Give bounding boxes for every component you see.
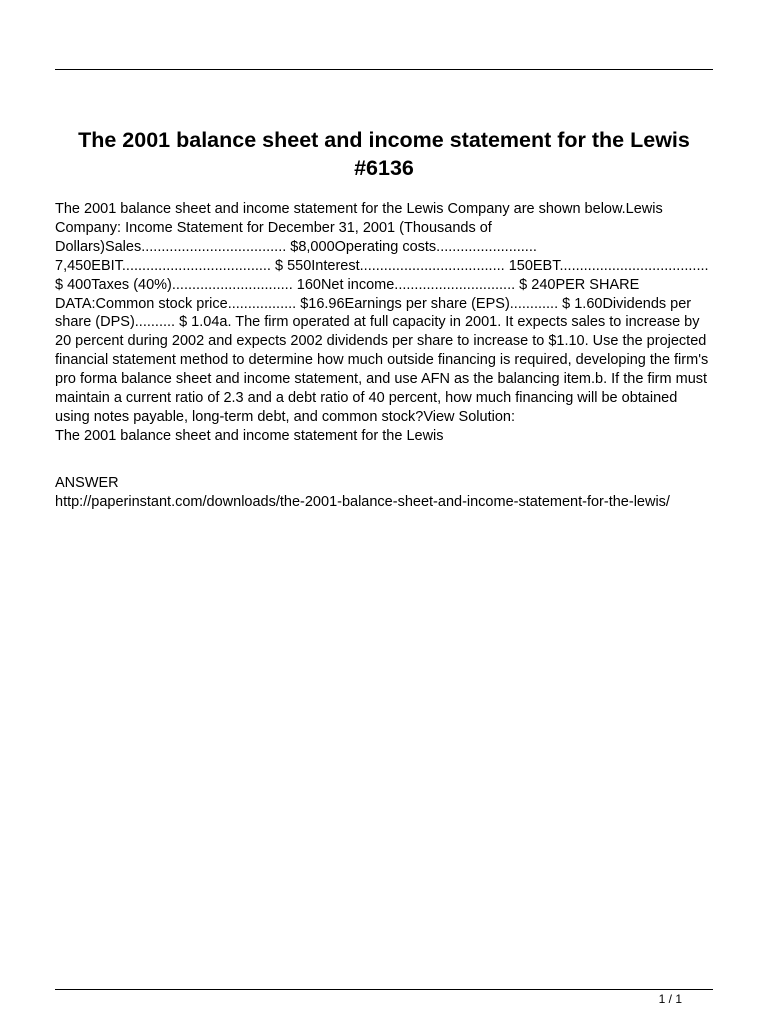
footer-divider bbox=[55, 989, 713, 990]
document-body bbox=[55, 200, 715, 446]
answer-section bbox=[55, 474, 725, 511]
problem-text-tail: The 2001 balance sheet and income statement for the Lewis bbox=[55, 427, 444, 444]
header-divider bbox=[55, 69, 713, 70]
document-title: The 2001 balance sheet and income statement for the Lewis #6136 bbox=[78, 128, 690, 180]
problem-text: The 2001 balance sheet and income statement for the Lewis Company are shown below.Lewis Company: Income Statement for December 31, 2001 (Thousands of Dollars)Sales.................................... $8,000Operating costs......................... 7,450EBIT..................................... $ 550Interest.................................... 150EBT..................................... $ 400Taxes (40%).............................. 160Net income.............................. $ 240PER SHARE DATA:Common stock price................. $16.96Earnings per share (EPS)............ $ 1.60Dividends per share (DPS).......... $ 1.04a. The firm operated at full capacity in 2001. It expects sales to increase by 20 percent during 2002 and expects 2002 dividends per share to increase to $1.10. Use the projected financial statement method to determine how much outside financing is required, developing the firm's pro forma balance sheet and income statement, and use AFN as the balancing item.b. If the firm must maintain a current ratio of 2.3 and a debt ratio of 40 percent, how much financing will be obtained using notes payable, long-term debt, and common stock?View Solution: bbox=[55, 201, 709, 425]
answer-label: ANSWER bbox=[55, 475, 119, 491]
answer-link[interactable]: http://paperinstant.com/downloads/the-2001-balance-sheet-and-income-statement-for-the-lewis/ bbox=[55, 493, 670, 510]
page-number: 1 / 1 bbox=[658, 992, 682, 1006]
